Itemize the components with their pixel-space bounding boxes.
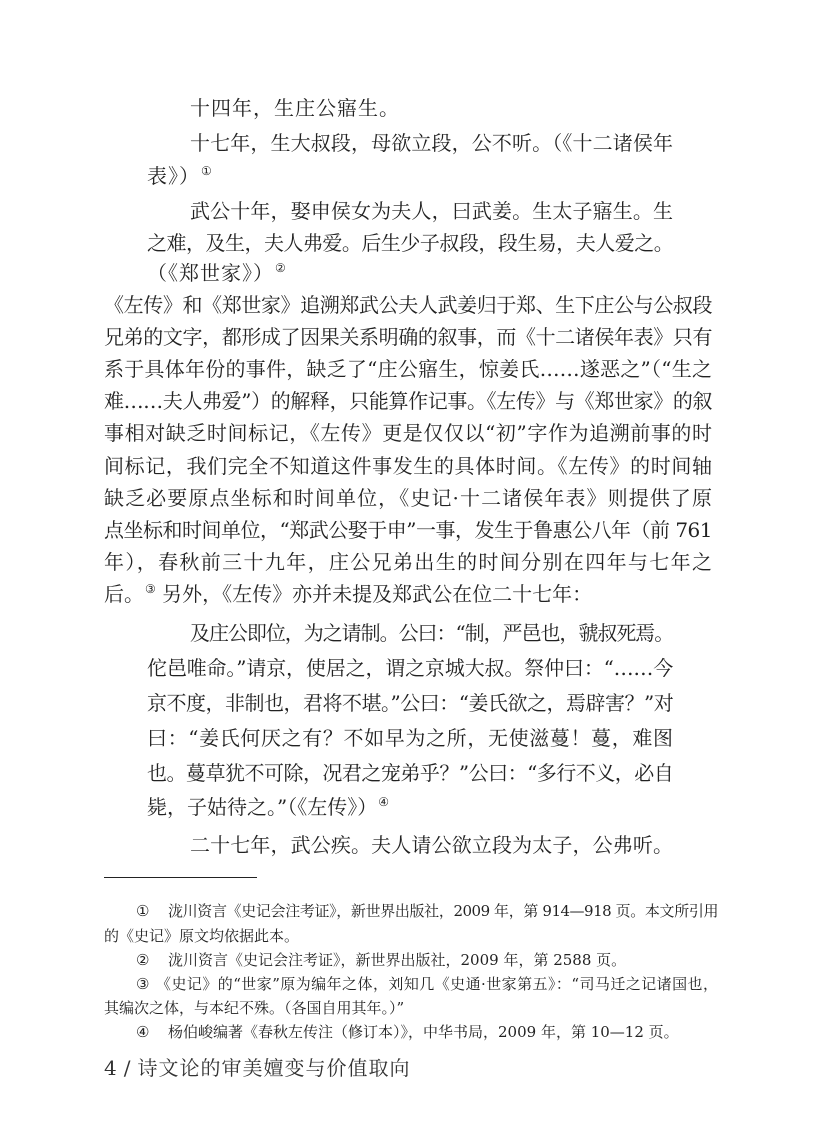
footnote-ref[interactable]: ③ [145,582,156,596]
footnote-line: 《史记》的“世家”原为编年之体，刘知几《史通·世家第五》：“司马迁之记诸国也， [156,975,718,993]
body-line: 《左传》和《郑世家》追溯郑武公夫人武姜归于郑、生下庄公与公叔段 [104,293,712,317]
quote-line-text: 毙，子姑待之。”（《左传》） [147,795,378,819]
quote-line-text: 表》） [147,164,200,188]
book-title: 诗文论的审美嬗变与价值取向 [137,1056,411,1080]
footnote-line: 其编次之体，与本纪不殊。（各国自用其年。）” [104,999,405,1017]
footer-separator: / [123,1056,132,1080]
body-line: 事相对缺乏时间标记，《左传》更是仅仅以“初”字作为追溯前事的时 [104,421,712,445]
quote-line-text: （《郑世家》） [147,261,274,285]
body-line [104,579,592,609]
footnote-ref[interactable]: ① [201,164,213,178]
quote-line: 也。蔓草犹不可除，况君之宠弟乎？”公曰：“多行不义，必自 [147,761,673,785]
quote-line: 十四年，生庄公寤生。 [190,96,400,120]
quote-line [147,792,389,822]
footnote-marker: ④ [136,1023,150,1041]
footnote-line: 杨伯峻编著《春秋左传注（修订本）》，中华书局，2009 年，第 10—12 页。 [168,1023,679,1041]
quote-line: 京不度，非制也，君将不堪。”公曰：“姜氏欲之，焉辟害？”对 [147,691,673,715]
footnote-ref[interactable]: ④ [378,795,389,809]
body-line: 间标记，我们完全不知道这件事发生的具体时间。《左传》的时间轴 [104,454,712,478]
footnote-ref[interactable]: ② [275,261,287,275]
quote-line: 及庄公即位，为之请制。公曰：“制，严邑也，虢叔死焉。 [190,621,673,645]
quote-line: 佗邑唯命。”请京，使居之，谓之京城大叔。祭仲曰：“……今 [147,656,673,680]
quote-line [147,161,213,191]
body-line: 兄弟的文字，都形成了因果关系明确的叙事，而《十二诸侯年表》只有 [104,325,712,349]
body-line: 缺乏必要原点坐标和时间单位，《史记·十二诸侯年表》则提供了原 [104,486,712,510]
body-line: 年），春秋前三十九年，庄公兄弟出生的时间分别在四年与七年之 [104,550,712,574]
footnote-marker: ① [136,902,150,920]
body-line: 点坐标和时间单位，“郑武公娶于申”一事，发生于鲁惠公八年（前 761 [104,518,712,542]
body-line-text: 另外，《左传》亦并未提及郑武公在位二十七年： [155,582,593,606]
body-line: 系于具体年份的事件，缺乏了“庄公寤生，惊姜氏……遂恶之”（“生之 [104,357,712,381]
page-footer [104,1053,410,1083]
quote-line: 武公十年，娶申侯女为夫人，曰武姜。生太子寤生。生 [190,199,673,223]
footnote-line: 的《史记》原文均依据此本。 [104,927,300,945]
footnote-marker: ② [136,951,150,969]
body-line-text: 后。 [104,582,144,606]
quote-line: 二十七年，武公疾。夫人请公欲立段为太子，公弗听。 [190,833,673,857]
page-number: 4 [104,1056,118,1080]
footnote-divider [104,877,257,878]
footnote-line: 泷川资言《史记会注考证》，新世界出版社，2009 年，第 2588 页。 [168,951,627,969]
quote-line: 曰：“姜氏何厌之有？不如早为之所，无使滋蔓！蔓，难图 [147,726,673,750]
body-line: 难……夫人弗爱”）的解释，只能算作记事。《左传》与《郑世家》的叙 [104,389,712,413]
quote-line: 之难，及生，夫人弗爱。后生少子叔段，段生易，夫人爱之。 [147,231,673,255]
footnote-line: 泷川资言《史记会注考证》，新世界出版社，2009 年，第 914—918 页。本文所引用 [168,902,718,920]
footnote-marker: ③ [136,975,150,993]
quote-line: 十七年，生大叔段，母欲立段，公不听。（《十二诸侯年 [190,131,673,155]
quote-line [147,258,287,288]
